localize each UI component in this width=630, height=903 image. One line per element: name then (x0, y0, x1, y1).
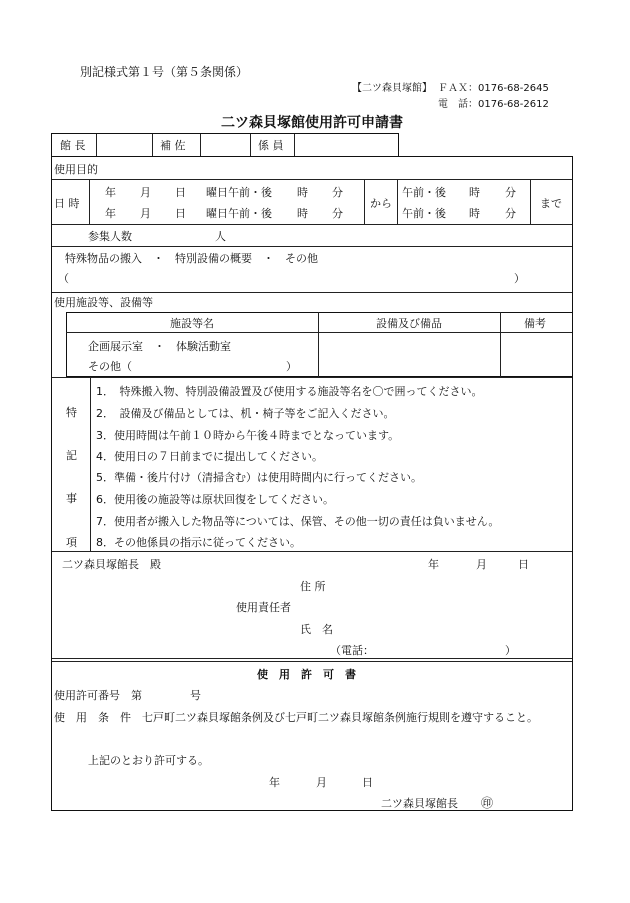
permit-number-suffix: 号 (190, 689, 201, 702)
permit-conditions: 使 用 条 件 七戸町二ツ森貝塚館条例及び七戸町二ツ森貝塚館条例施行規則を遵守すること。 (54, 711, 538, 724)
notes-side-char-3: 事 (66, 492, 77, 505)
permit-title: 使 用 許 可 書 (257, 668, 356, 681)
permit-approved-text: 上記のとおり許可する。 (88, 754, 209, 767)
application-date-day: 日 (518, 558, 529, 571)
name-label: 氏 名 (300, 623, 333, 636)
applicant-phone-close: ） (505, 644, 516, 657)
kara-label: から (370, 197, 392, 210)
permit-signer: 二ツ森貝塚館長 (381, 797, 458, 810)
notes-side-char-1: 特 (66, 406, 77, 419)
application-date-year: 年 (428, 558, 439, 571)
assistant-label: 補 佐 (160, 139, 186, 152)
clerk-label: 係 員 (258, 139, 284, 152)
made-label: まで (540, 197, 562, 210)
note-item-5: 5．準備・後片付け（清掃含む）は使用時間内に行ってください。 (96, 471, 422, 484)
application-date-month: 月 (476, 558, 487, 571)
address-label: 住 所 (300, 580, 326, 593)
addressee: 二ツ森貝塚館長 殿 (62, 558, 161, 571)
facility-section-label: 使用施設等、設備等 (54, 296, 153, 309)
notes-side-char-2: 記 (66, 449, 77, 462)
facility-header-name: 施設等名 (170, 317, 214, 330)
office-name: 【二ツ森貝塚館】 (352, 83, 432, 94)
note-item-2: 2． 設備及び備品としては、机・椅子等をご記入ください。 (96, 407, 395, 420)
special-items-line: 特殊物品の搬入 ・ 特別設備の概要 ・ その他 (65, 252, 318, 265)
attendees-unit: 人 (215, 230, 226, 243)
special-open-paren: （ (58, 272, 69, 285)
notes-side-char-4: 項 (66, 536, 77, 549)
seal-mark: ㊞ (481, 796, 494, 810)
staff-stamp-row (51, 133, 399, 157)
note-item-1: 1． 特殊搬入物、特別設備設置及び使用する施設等名を〇で囲ってください。 (96, 385, 483, 398)
facility-rooms: 企画展示室 ・ 体験活動室 (88, 340, 231, 353)
permit-date-year: 年 (269, 776, 280, 789)
facility-header-remarks: 備考 (524, 317, 546, 330)
special-close-paren: ） (514, 272, 525, 285)
facility-header-equipment: 設備及び備品 (376, 317, 442, 330)
note-item-7: 7．使用者が搬入した物品等については、保管、その他一切の責任は負いません。 (96, 515, 500, 528)
form-number: 別記様式第１号（第５条関係） (80, 65, 249, 79)
purpose-label: 使用目的 (54, 163, 98, 176)
permit-number-label: 使用許可番号 第 (54, 689, 142, 702)
note-item-8: 8．その他係員の指示に従ってください。 (96, 536, 301, 549)
applicant-phone-label: （電話： (330, 644, 374, 657)
permit-date-month: 月 (316, 776, 327, 789)
attendees-label: 参集人数 (88, 230, 132, 243)
datetime-label: 日 時 (54, 197, 80, 210)
phone-number: 電 話：0176-68-2612 (438, 99, 549, 110)
facility-other-close: ） (286, 360, 297, 373)
director-label: 館 長 (60, 139, 86, 152)
note-item-4: 4．使用日の７日前までに提出してください。 (96, 450, 323, 463)
form-title: 二ツ森貝塚館使用許可申請書 (221, 115, 403, 131)
permit-date-day: 日 (362, 776, 373, 789)
fax-number: ＦＡＸ：0176-68-2645 (438, 83, 549, 94)
note-item-3: 3．使用時間は午前１０時から午後４時までとなっています。 (96, 429, 400, 442)
facility-other: その他（ (88, 360, 132, 373)
note-item-6: 6．使用後の施設等は原状回復をしてください。 (96, 493, 334, 506)
responsible-person-label: 使用責任者 (236, 601, 291, 614)
